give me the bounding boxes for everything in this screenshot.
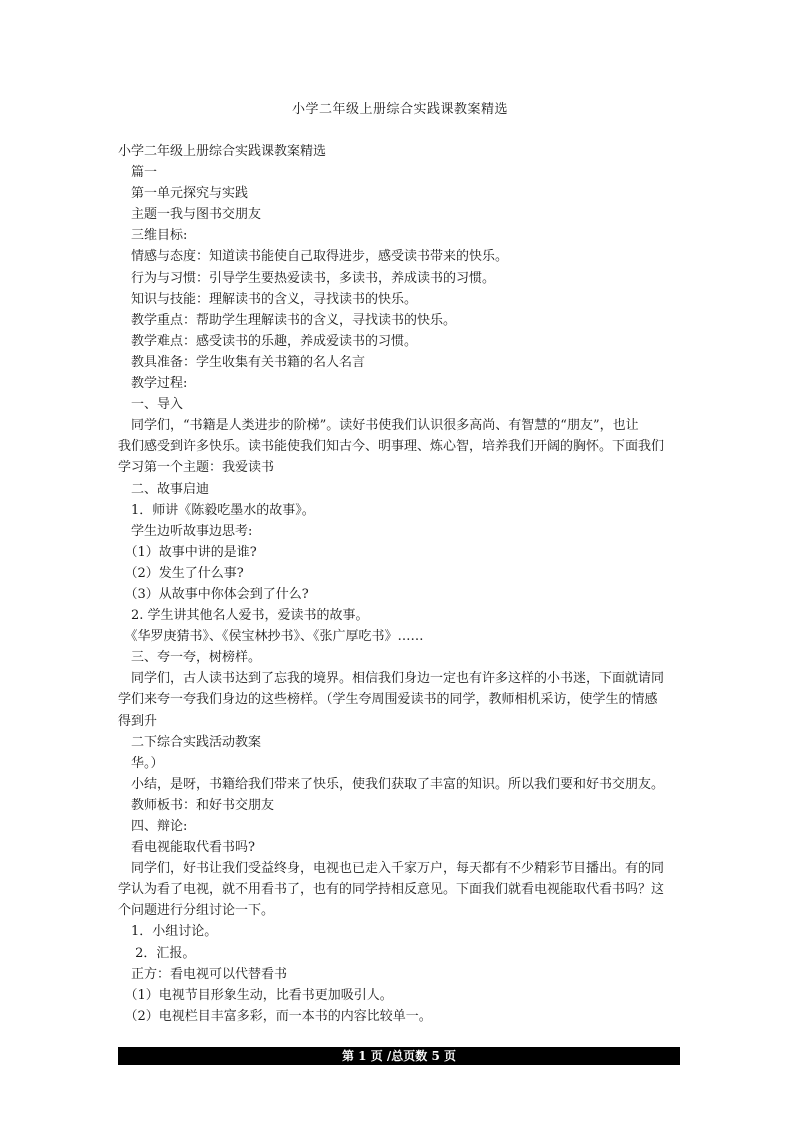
text-line: 三、夸一夸，树榜样。 (118, 650, 262, 666)
text-line: 学习第一个主题：我爱读书 (118, 460, 275, 476)
text-line: 同学们，好书让我们受益终身，电视也已走入千家万户，每天都有不少精彩节目播出。有的同 (118, 861, 665, 877)
text-line: （3）从故事中你体会到了什么? (118, 586, 309, 602)
text-line: 情感与态度：知道读书能使自己取得进步，感受读书带来的快乐。 (118, 249, 509, 265)
text-line: 华。） (118, 755, 164, 771)
text-line: 二下综合实践活动教案 (118, 734, 262, 750)
text-line: （1）故事中讲的是谁? (118, 544, 257, 560)
text-line: 篇一 (118, 165, 158, 181)
text-line: 看电视能取代看书吗? (118, 840, 255, 856)
text-line: 一、导入 (118, 397, 184, 413)
text-line: 1．小组讨论。 (118, 924, 218, 940)
text-line: （1）电视节目形象生动，比看书更加吸引人。 (118, 987, 393, 1003)
text-line: 教学难点：感受读书的乐趣，养成爱读书的习惯。 (118, 333, 418, 349)
text-line: 主题一我与图书交朋友 (118, 207, 262, 223)
text-line: 教学过程: (118, 376, 188, 392)
text-line: 学生边听故事边思考: (118, 523, 253, 539)
text-line: 教具准备：学生收集有关书籍的名人名言 (118, 354, 366, 370)
text-line: （2）发生了什么事? (118, 565, 244, 581)
text-line: 同学们，古人读书达到了忘我的境界。相信我们身边一定也有许多这样的小书迷，下面就请同 (118, 671, 665, 687)
text-line: 我们感受到许多快乐。读书能使我们知古今、明事理、炼心智，培养我们开阔的胸怀。下面我们 (118, 439, 665, 455)
text-line: 个问题进行分组讨论一下。 (118, 903, 275, 919)
text-line: 小结，是呀，书籍给我们带来了快乐，使我们获取了丰富的知识。所以我们要和好书交朋友。 (118, 776, 665, 792)
text-line: 《华罗庚猜书》、《侯宝林抄书》、《张广厚吃书》…… (118, 629, 424, 645)
page-footer: 第 1 页 /总页数 5 页 (118, 1047, 680, 1065)
text-line: 2. 学生讲其他名人爱书，爱读书的故事。 (118, 608, 369, 624)
text-line: 正方：看电视可以代替看书 (118, 966, 288, 982)
text-line: 学们来夸一夸我们身边的这些榜样。（学生夸周围爱读书的同学，教师相机采访，使学生的情感 (118, 692, 658, 708)
text-line: （2）电视栏目丰富多彩，而一本书的内容比较单一。 (118, 1008, 432, 1024)
text-line: 教学重点：帮助学生理解读书的含义，寻找读书的快乐。 (118, 312, 457, 328)
text-line: 行为与习惯：引导学生要热爱读书，多读书，养成读书的习惯。 (118, 270, 496, 286)
text-line: 知识与技能：理解读书的含义，寻找读书的快乐。 (118, 291, 418, 307)
text-line: 二、故事启迪 (118, 481, 210, 497)
text-line: 小学二年级上册综合实践课教案精选 (118, 144, 327, 159)
text-line: 教师板书：和好书交朋友 (118, 797, 275, 813)
text-line: 四、辩论: (118, 819, 188, 834)
document-body (118, 141, 688, 1027)
page-title: 小学二年级上册综合实践课教案精选 (291, 102, 508, 117)
text-line: 得到升 (118, 713, 158, 729)
text-line: 第一单元探究与实践 (118, 186, 249, 202)
text-line: 学认为看了电视，就不用看书了，也有的同学持相反意见。下面我们就看电视能取代看书吗？这 (118, 882, 665, 898)
text-line: 同学们，“书籍是人类进步的阶梯”。读好书使我们认识很多高尚、有智慧的“朋友”，也让 (118, 418, 639, 434)
text-line: 2．汇报。 (118, 945, 196, 961)
text-line: 三维目标: (118, 228, 188, 244)
text-line: 1．师讲《陈毅吃墨水的故事》。 (118, 502, 315, 518)
